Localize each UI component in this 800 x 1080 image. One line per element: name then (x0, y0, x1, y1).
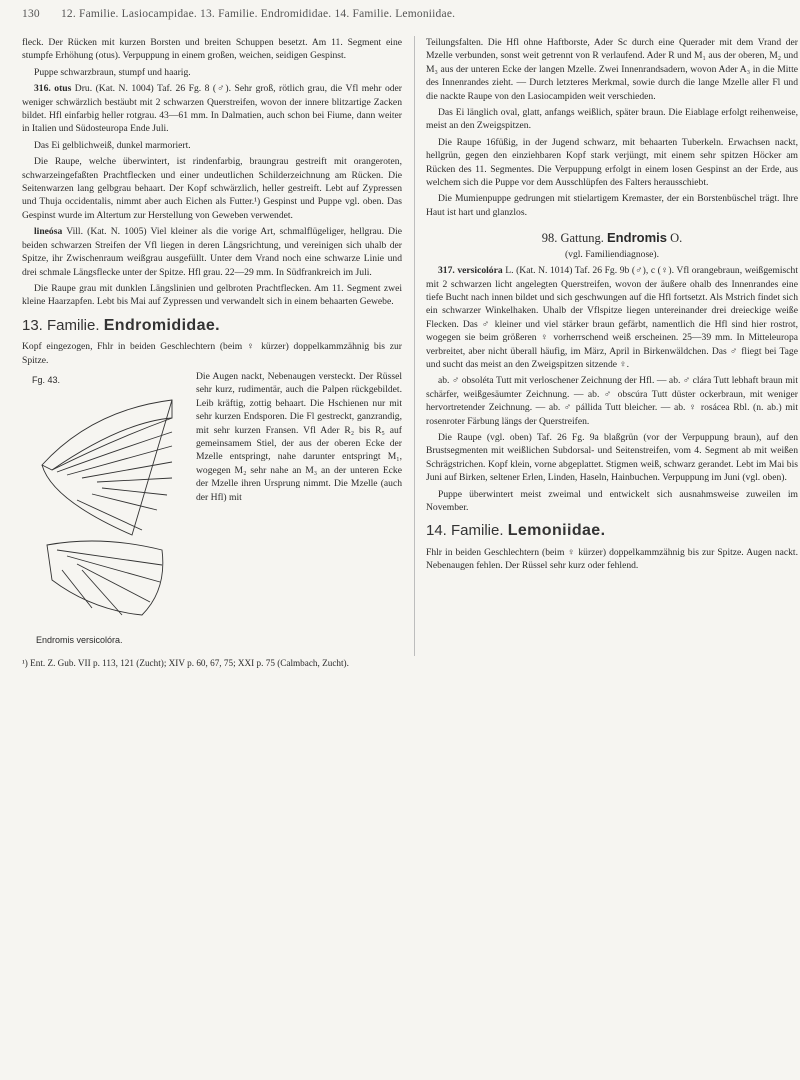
paragraph: Die Raupe grau mit dunklen Längslinien und gelbroten Prachtflecken. Am 11. Segment zwei kleine Haarzapfen. Lebt bis Mai auf Zypressen und verwandelt sich in einem behaarten Gewebe. (22, 282, 402, 308)
paragraph: Die Raupe, welche überwintert, ist rindenfarbig, braungrau gestreift mit orangeroten, schwarzeingefaßten Prachtflecken und einer undeutlichen Schilderzeichnung am Rücken. Die Seitenwarzen lang gelbgrau behaart. Der Kopf schwärzlich, heller gestreift. Lebt auf Zypressen und Thuja occidentalis, nimmt aber auch Eichen als Futter.¹) Gespinst und Puppe vgl. oben. Das Gespinst wurde im Altertum zur Herstellung von Geweben verwendet. (22, 156, 402, 221)
wing-venation-figure (22, 370, 182, 650)
family-heading: 13. Familie. Endromididae. (22, 316, 221, 334)
figure-side-text (196, 370, 402, 507)
paragraph: Kopf eingezogen, Fhlr in beiden Geschlechtern (beim ♀ kürzer) doppelkammzähnig bis zur Spitze. (22, 341, 402, 366)
page-number: 130 (22, 8, 40, 20)
wing-venation-icon (22, 370, 182, 630)
genus-heading: 98. Gattung. Endromis O. (541, 230, 683, 246)
left-column (22, 36, 402, 672)
species-entry: lineósa Vill. (Kat. N. 1005) Viel kleiner als die vorige Art, schmalflügeliger, hellgrau. Die beiden schwarzen Streifen der Vfl liegen in deren Längsrichtung, und vereinigen sich uhalb der Spitze, ihr Zwischenraum weißgrau ausgefüllt. Unter dem Vrand noch eine schwarze Linie und drei schmale Längsflecke unter der Spitze. Hfl grau. 22—29 mm. In Südfrankreich im Juli. (22, 226, 402, 278)
genus-reference: (vgl. Familiendiagnose). (564, 248, 660, 260)
paragraph: Puppe schwarzbraun, stumpf und haarig. (34, 66, 191, 78)
paragraph: ab. ♂ obsoléta Tutt mit verloschener Zeichnung der Hfl. — ab. ♂ clára Tutt lebhaft braun mit schärfer, weißgesäumter Zeichnung. — ab. ♂ obscúra Tutt düster ockerbraun, mit weniger hervortretender Zeichnung. — ab. ♂ pállida Tutt bleicher. — ab. ♀ rosácea Rbl. (n. ab.) mit rosenroter Färbung längs der Querstreifen. (426, 375, 798, 427)
running-title: 12. Familie. Lasiocampidae. 13. Familie. Endromididae. 14. Familie. Lemoniidae. (60, 8, 456, 20)
paragraph: Die Raupe 16füßig, in der Jugend schwarz, mit behaarten Tuberkeln. Erwachsen nackt, hellgrün, gegen den einziehbaren Kopf stark verjüngt, mit einem sehr spitzen Höcker am Rücken des 11. Segmentes. Die Verpuppung erfolgt in einem losen Gespinst an der Erde, aus welchem sich die Puppe vor dem Ausschlüpfen des Falters herausschiebt. (426, 136, 798, 189)
paragraph: Fhlr in beiden Geschlechtern (beim ♀ kürzer) doppelkammzähnig bis zur Spitze. Augen nackt. Nebenaugen fehlen. Der Rüssel sehr kurz oder fehlend. (426, 546, 798, 572)
species-name: lineósa (34, 226, 63, 238)
running-header (22, 8, 782, 20)
paragraph: Das Ei länglich oval, glatt, anfangs weißlich, später braun. Die Eiablage erfolgt reihenweise, meist an den Zweigspitzen. (426, 107, 798, 132)
family-name: Endromididae. (103, 316, 221, 334)
paragraph: Das Ei gelblichweiß, dunkel marmoriert. (34, 139, 191, 151)
species-name: 316. otus (34, 83, 72, 95)
figure-label: Fg. 43. (32, 374, 61, 385)
genus-name: Endromis (607, 230, 667, 246)
right-column (426, 36, 798, 576)
family-name: Lemoniidae. (507, 522, 606, 540)
paragraph: Die Augen nackt, Nebenaugen versteckt. Der Rüssel sehr kurz, rudimentär, auch die Palpen rückgebildet. Leib kräftig, zottig behaart. Die Hschienen nur mit sehr kurzen Endsporen. Die Fl gestreckt, ganzrandig, mit sehr kurzen Fransen. Vfl Ader R₂ bis R₅ auf gemeinsamem Stiel, der aus der oberen Ecke der Mzelle entspringt, nahe darunter entspringt M₁, wogegen M₂ sehr nahe an M₃ an der unteren Ecke der Mzelle ihren Ursprung nimmt. Die Mzelle (auch der Hfl) mit (196, 370, 402, 503)
paragraph: fleck. Der Rücken mit kurzen Borsten und breiten Schuppen besetzt. Am 11. Segment eine stumpfe Erhöhung (otus). Verpuppung in einem großen, weichen, seidigen Gespinst. (22, 37, 402, 62)
paragraph: Die Raupe (vgl. oben) Taf. 26 Fg. 9a blaßgrün (vor der Verpuppung braun), auf den Brustsegmenten mit weißlichen Subdorsal- und Seitenstreifen, vom 4. Segment ab mit weißen Schrägstrichen. Kopf klein, vorne abgeplattet. Stigmen weiß, schwarz gerandet. Lebt im Mai bis Juni auf Birken, seltener Erlen, Linden, Haseln, Hainbuchen. Verpuppung im Juni (vgl. oben). (426, 431, 798, 484)
footnote: ¹) Ent. Z. Gub. VII p. 113, 121 (Zucht); XIV p. 60, 67, 75; XXI p. 75 (Calmbach, Zucht). (22, 657, 349, 668)
species-name: 317. versicolóra (438, 265, 503, 277)
family-heading: 14. Familie. Lemoniidae. (426, 522, 606, 540)
column-divider (414, 36, 415, 656)
paragraph: Teilungsfalten. Die Hfl ohne Haftborste, Ader Sc durch eine Querader mit dem Vrand der Mzelle verbunden, sonst weit getrennt von R verlaufend. Ader R und M₁ aus der oberen, M₂ und M₃ aus der unteren Ecke der langen Mzelle. Zwei Innenrandsadern, wovon Ader A₃ in die Mitte des Innenrandes zieht. — Durch letzteres Merkmal, sowie durch die lange Mzelle aller Fl und die nackte Raupe von den Lasiocampiden weit verschieden. (426, 37, 798, 102)
paragraph: Puppe überwintert meist zweimal und entwickelt sich ausnahmsweise zuweilen im November. (426, 488, 798, 513)
figure-caption: Endromis versicolóra. (36, 634, 123, 645)
species-entry: 317. versicolóra L. (Kat. N. 1014) Taf. 26 Fg. 9b (♂), c (♀). Vfl orangebraun, weißgemischt mit 2 schwarzen licht angelegten Querstreifen, wovon der äußere ohalb des Innenrandes eine tiefe Bucht nach innen bildet und sich geschwungen auf die Hfl fortsetzt. Als Mstrich findet sich ein schwarzer Winkelhaken. Uhalb der Vflspitze liegen untereinander drei dreieckige weiße Flecken. Das ♂ kleiner und viel stärker braun gefärbt, namentlich die Hfl sind hier rostrot, wogegen sie beim größeren ♀ vorherrschend weiß erscheinen. 25—39 mm. In Mitteleuropa verbreitet, aber nicht überall häufig, im März, April in Birkenwäldchen. Das ♂ fliegt bei Tage und sucht das meist an den Zweigspitzen sitzende ♀. (426, 265, 798, 370)
paragraph: Die Mumienpuppe gedrungen mit stielartigem Kremaster, der ein Borstenbüschel trägt. Ihre Haut ist hart und glanzlos. (426, 193, 798, 218)
species-entry: 316. otus Dru. (Kat. N. 1004) Taf. 26 Fg. 8 (♂). Sehr groß, rötlich grau, die Vfl mehr oder weniger schwärzlich bestäubt mit 2 schwarzen Querstreifen, wovon der innere blitzartige Zacken bildet. Hfl einfarbig heller rotgrau. 43—61 mm. In Dalmatien, auch schon bei Fiume, dann weiter in Italien und Südosteuropa Ende Juli. (22, 83, 402, 135)
figure-block (22, 370, 402, 655)
